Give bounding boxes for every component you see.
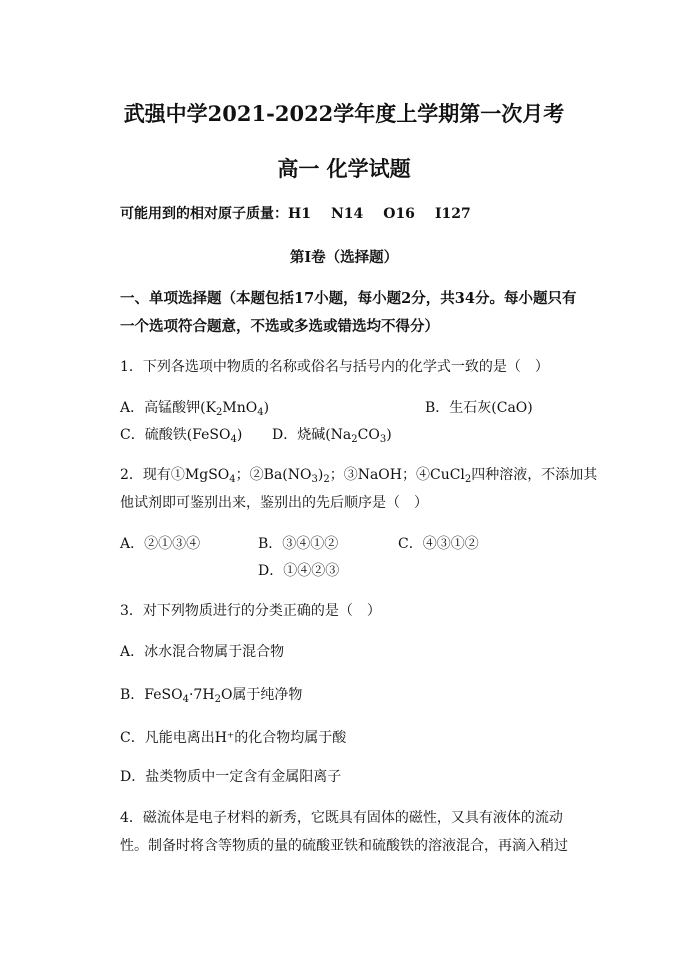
q3-stem: 3．对下列物质进行的分类正确的是（ ） bbox=[120, 603, 381, 619]
q1-option-a: A．高锰酸钾$(K_2MnO_4)$ bbox=[120, 400, 270, 418]
q1-option-d: D．烧碱$(Na_2CO_3)$ bbox=[272, 427, 392, 445]
q3-option-b: B．$FeSO_4\cdot 7H_2O$属于纯净物 bbox=[120, 687, 303, 705]
q1-stem: 1．下列各选项中物质的名称或俗名与括号内的化学式一致的是（ ） bbox=[120, 359, 549, 375]
q3-option-d: D．盐类物质中一定含有金属阳离子 bbox=[120, 769, 342, 785]
q4-stem-line2: 性。制备时将含等物质的量的硫酸亚铁和硫酸铁的溶液混合，再滴入稍过 bbox=[120, 838, 568, 854]
exam-subtitle: 高一 化学试题 bbox=[277, 156, 411, 181]
q2-option-c: C．④③①② bbox=[398, 536, 479, 552]
q4-stem-line1: 4．磁流体是电子材料的新秀，它既具有固体的磁性，又具有液体的流动 bbox=[120, 810, 563, 826]
atomic-mass-o: O16 bbox=[383, 206, 415, 222]
q1-option-b: B．生石灰(CaO) bbox=[425, 400, 533, 416]
section-instruction-line2: 一个选项符合题意，不选或多选或错选均不得分） bbox=[120, 318, 439, 335]
q2-option-a: A．②①③④ bbox=[120, 536, 201, 552]
q3-option-c: C．凡能电离出H⁺的化合物均属于酸 bbox=[120, 730, 347, 746]
atomic-mass-line bbox=[120, 203, 471, 223]
q2-option-b: B．③④①② bbox=[258, 536, 339, 552]
atomic-mass-i: I127 bbox=[434, 206, 471, 222]
exam-title: 武强中学2021-2022学年度上学期第一次月考 bbox=[123, 101, 565, 126]
atomic-mass-n: N14 bbox=[330, 206, 364, 222]
atomic-mass-label: 可能用到的相对原子质量： bbox=[120, 206, 288, 222]
q2-option-d: D．①④②③ bbox=[258, 563, 340, 579]
q1-option-c: C．硫酸铁(FeSO$_4$) bbox=[120, 427, 243, 445]
q2-stem-line1: 2．现有①MgSO$_4$；$②Ba(NO_3)_2$；③NaOH；④CuCl$_2$四种溶液，不添加其 bbox=[120, 467, 598, 485]
section-instruction-line1: 一、单项选择题（本题包括17小题，每小题2分，共34分。每小题只有 bbox=[120, 290, 577, 307]
q3-option-a: A．冰水混合物属于混合物 bbox=[120, 644, 285, 660]
atomic-mass-h: H1 bbox=[288, 206, 311, 222]
q2-stem-line2: 他试剂即可鉴别出来，鉴别出的先后顺序是（ ） bbox=[120, 495, 428, 511]
section-title: 第I卷（选择题） bbox=[289, 249, 399, 266]
